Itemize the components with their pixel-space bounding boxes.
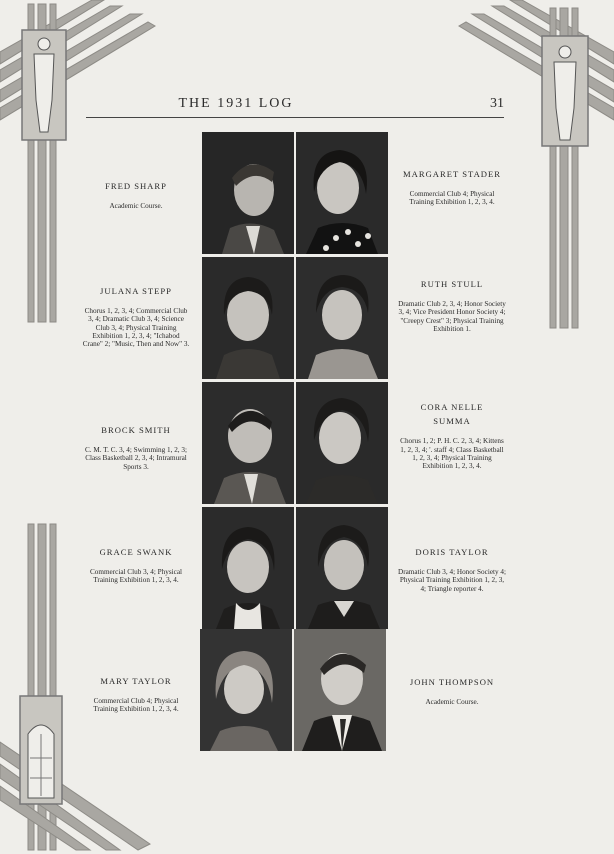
- student-name: FRED SHARP: [105, 181, 167, 191]
- student-activities: Chorus 1, 2; P. H. C. 2, 3, 4; Kittens 1, 2, 3, 4; '. staff 4; Class Basketball 1, 2, 3, 4; Physical Training Exhibition 1, 2, 3, 4.: [400, 437, 504, 471]
- student-mary-taylor: [82, 677, 190, 714]
- portrait-julana-stepp: [202, 257, 294, 379]
- page-number: 31: [490, 96, 504, 111]
- student-name: JOHN THOMPSON: [409, 677, 495, 687]
- student-john-thompson: [398, 678, 506, 706]
- student-name: DORIS TAYLOR: [415, 547, 489, 557]
- portrait-margaret-stader: [296, 132, 388, 254]
- student-fred-sharp: [82, 182, 190, 210]
- student-brock-smith: [82, 426, 190, 471]
- top-left-deco-figure-icon: [0, 0, 160, 330]
- portrait-fred-sharp: [202, 132, 294, 254]
- student-activities: Commercial Club 4; Physical Training Exhibition 1, 2, 3, 4.: [93, 697, 179, 714]
- student-name: CORA NELLE: [420, 402, 484, 412]
- student-activities: Academic Course.: [109, 202, 163, 211]
- student-margaret-stader: [398, 170, 506, 207]
- student-activities: Commercial Club 3, 4; Physical Training Exhibition 1, 2, 3, 4.: [89, 568, 183, 585]
- yearbook-title: THE 1931 LOG: [178, 96, 294, 111]
- portrait-brock-smith: [202, 382, 294, 504]
- portrait-cora-nelle-summa: [296, 382, 388, 504]
- student-activities: Chorus 1, 2, 3, 4; Commercial Club 3, 4; Dramatic Club 3, 4; Science Club 3, 4; Physical Training Exhibition 1, 2, 3, 4; "Ichabod Crane" 2; "Music, Then and Now" 3.: [82, 307, 190, 349]
- student-grace-swank: [82, 548, 190, 585]
- portrait-grace-swank: [202, 507, 294, 629]
- student-doris-taylor: [398, 548, 506, 593]
- student-ruth-stull: [398, 280, 506, 333]
- portrait-john-thompson: [294, 629, 386, 751]
- student-activities: C. M. T. C. 3, 4; Swimming 1, 2, 3; Class Basketball 2, 3, 4; Intramural Sports 3.: [85, 446, 187, 471]
- student-name: JULANA STEPP: [100, 286, 172, 296]
- portrait-ruth-stull: [296, 257, 388, 379]
- student-name: MARY TAYLOR: [100, 676, 172, 686]
- page-header: [86, 96, 504, 120]
- student-name: MARGARET STADER: [403, 169, 501, 179]
- student-cora-nelle-summa: [398, 403, 506, 470]
- student-activities: Dramatic Club 2, 3, 4; Honor Society 3, 4; Vice President Honor Society 4; "Creepy Crest" 3; Physical Training Exhibition 1.: [398, 300, 506, 333]
- student-name: GRACE SWANK: [99, 547, 173, 557]
- student-activities: Academic Course.: [425, 698, 479, 707]
- student-julana-stepp: [82, 287, 190, 348]
- student-name: RUTH STULL: [420, 279, 484, 289]
- portrait-mary-taylor: [200, 629, 292, 751]
- student-activities: Commercial Club 4; Physical Training Exhibition 1, 2, 3, 4.: [409, 190, 495, 207]
- header-rule: [86, 117, 504, 118]
- student-activities: Dramatic Club 3, 4; Honor Society 4; Physical Training Exhibition 1, 2, 3, 4; Triangle reporter 4.: [398, 568, 506, 593]
- student-name-line-2: SUMMA: [433, 416, 471, 427]
- portrait-doris-taylor: [296, 507, 388, 629]
- student-name: BROCK SMITH: [101, 425, 171, 435]
